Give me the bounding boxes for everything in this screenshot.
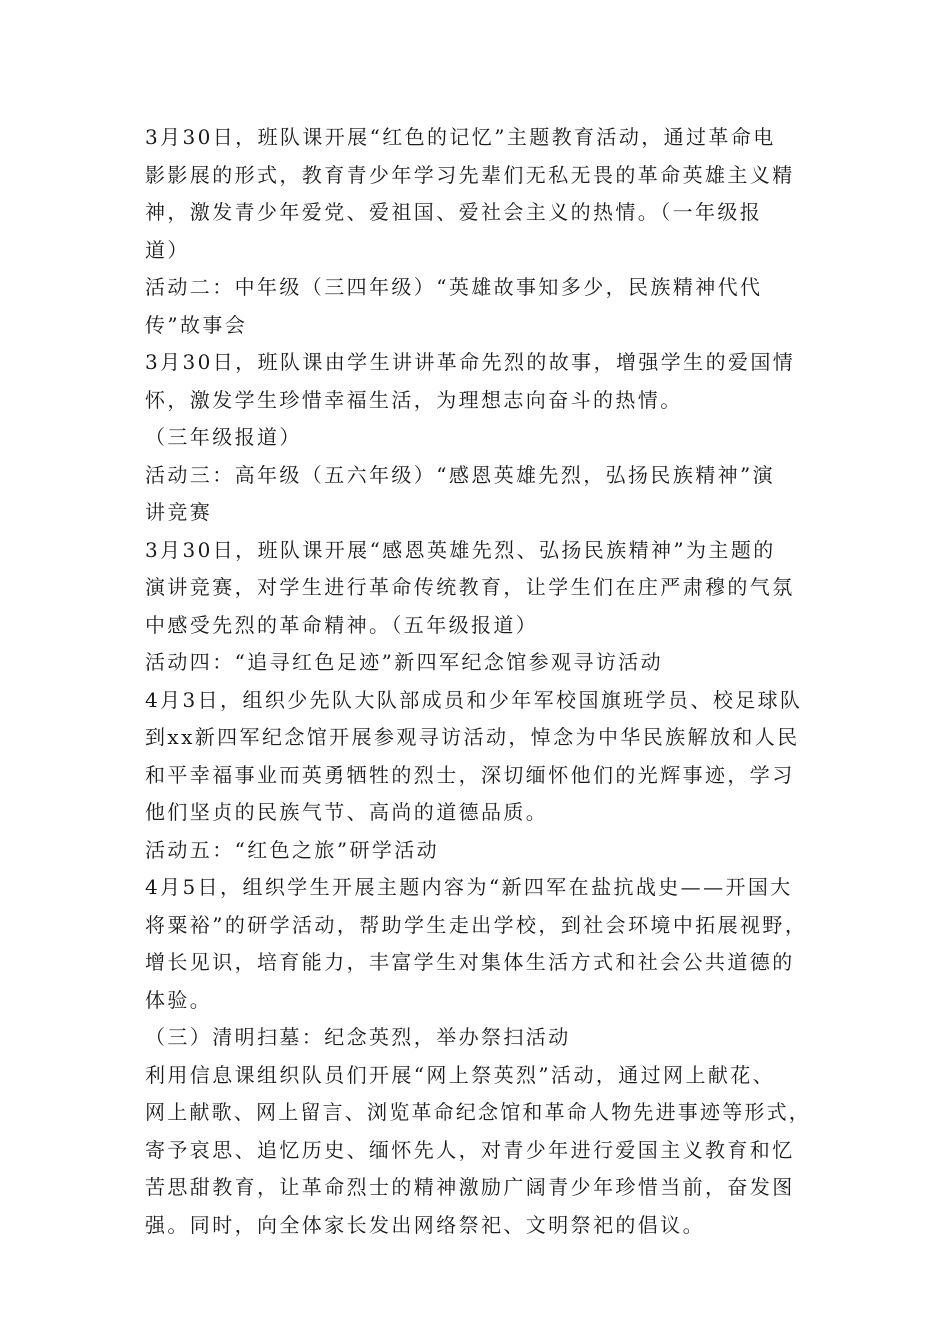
text-line: 到xx新四军纪念馆开展参观寻访活动，悼念为中华民族解放和人民: [145, 725, 800, 749]
activity-heading: 讲竞赛: [145, 500, 213, 524]
text-line: 他们坚贞的民族气节、高尚的道德品质。: [145, 800, 549, 824]
text-line: 网上献歌、网上留言、浏览革命纪念馆和革命人物先进事迹等形式，: [145, 1100, 811, 1124]
text-line: 3月30日，班队课开展“红色的记忆”主题教育活动，通过革命电: [145, 125, 776, 149]
text-line: 3月30日，班队课由学生讲讲革命先烈的故事，增强学生的爱国情: [145, 350, 796, 374]
activity-heading: 活动四：“追寻红色足迹”新四军纪念馆参观寻访活动: [145, 650, 664, 674]
text-line: 演讲竞赛，对学生进行革命传统教育，让学生们在庄严肃穆的气氛: [145, 575, 795, 599]
text-line: 中感受先烈的革命精神。（五年级报道）: [145, 612, 539, 637]
text-line: 4月5日，组织学生开展主题内容为“新四军在盐抗战史——开国大: [145, 875, 793, 899]
text-line: 4月3日，组织少先队大队部成员和少年军校国旗班学员、校足球队: [145, 687, 803, 712]
text-line: 增长见识，培育能力，丰富学生对集体生活方式和社会公共道德的: [145, 950, 795, 974]
text-line: 神，激发青少年爱党、爱祖国、爱社会主义的热情。（一年级报: [145, 200, 763, 224]
section-heading: （三）清明扫墓：纪念英烈，举办祭扫活动: [145, 1025, 571, 1049]
activity-heading: 传”故事会: [145, 312, 248, 337]
text-line: 将粟裕”的研学活动，帮助学生走出学校，到社会环境中拓展视野，: [145, 912, 808, 937]
activity-heading: 活动五：“红色之旅”研学活动: [145, 837, 440, 862]
text-line: 影影展的形式，教育青少年学习先辈们无私无畏的革命英雄主义精: [145, 162, 795, 187]
text-line: 怀，激发学生珍惜幸福生活，为理想志向奋斗的热情。: [145, 387, 683, 412]
text-line: 道）: [145, 237, 190, 262]
activity-heading: 活动三：高年级（五六年级）“感恩英雄先烈，弘扬民族精神”演: [145, 462, 776, 487]
text-line: （三年级报道）: [145, 425, 302, 449]
activity-heading: 活动二：中年级（三四年级）“英雄故事知多少，民族精神代代: [145, 275, 763, 299]
text-line: 强。同时，向全体家长发出网络祭祀、文明祭祀的倡议。: [145, 1212, 705, 1237]
text-line: 3月30日，班队课开展“感恩英雄先烈、弘扬民族精神”为主题的: [145, 537, 776, 562]
text-line: 寄予哀思、追忆历史、缅怀先人，对青少年进行爱国主义教育和忆: [145, 1137, 795, 1162]
document-body: [145, 119, 813, 1244]
text-line: 利用信息课组织队员们开展“网上祭英烈”活动，通过网上献花、: [145, 1062, 776, 1087]
text-line: 体验。: [145, 987, 213, 1012]
text-line: 和平幸福事业而英勇牺牲的烈士，深切缅怀他们的光辉事迹，学习: [145, 762, 795, 787]
text-line: 苦思甜教育，让革命烈士的精神激励广阔青少年珍惜当前，奋发图: [145, 1175, 795, 1199]
